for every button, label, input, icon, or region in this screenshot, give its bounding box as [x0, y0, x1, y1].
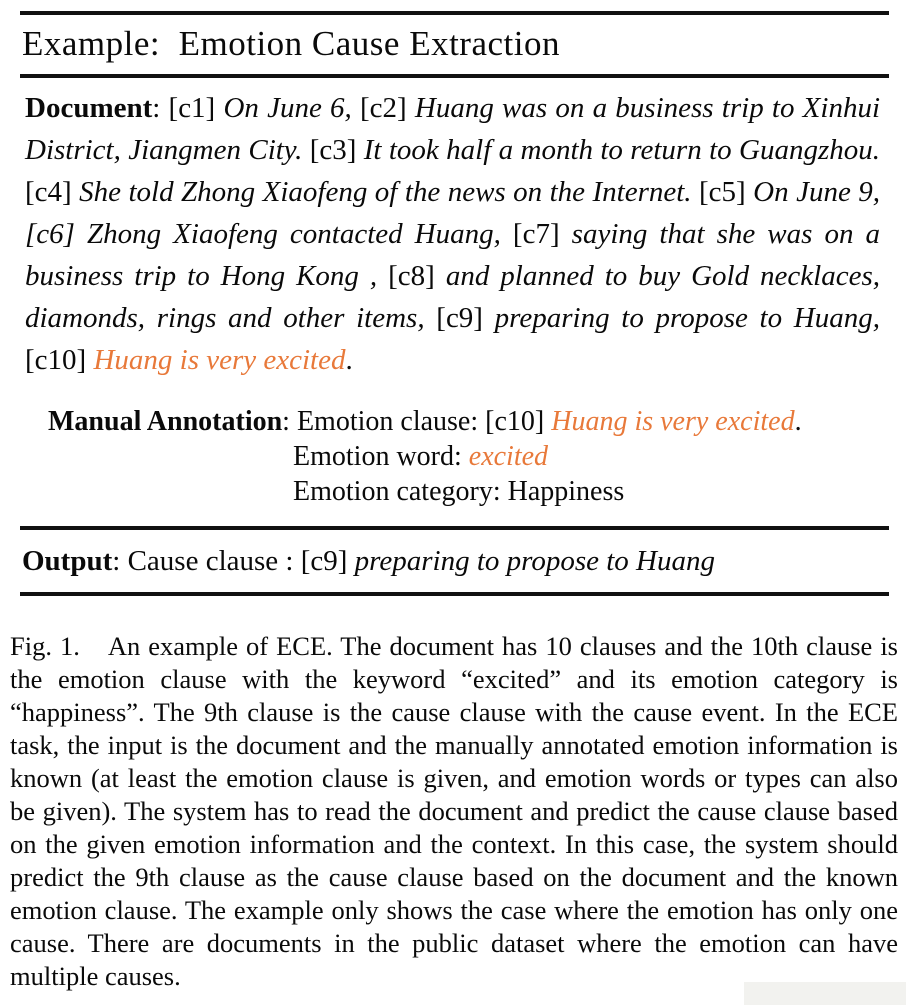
annotation-label: Manual Annotation — [48, 406, 283, 438]
annotation-emotion-clause-prefix: : Emotion clause: [c10] — [282, 406, 552, 438]
document-segment: It took half a month to return to Guangzhou. — [363, 134, 880, 167]
document-segment: . — [345, 344, 353, 377]
annotation-emotion-clause-highlight: Huang is very excited — [551, 406, 795, 438]
document-segment: [c10] — [25, 344, 94, 377]
annotation-emotion-word-highlight: excited — [468, 441, 549, 473]
annotation-emotion-word-prefix: Emotion word: — [293, 441, 469, 473]
document-segment: : — [152, 92, 169, 125]
annotation-line-emotion-word — [293, 439, 906, 474]
annotation-line-emotion-category: Emotion category: Happiness — [293, 476, 625, 508]
faint-watermark-rectangle — [744, 982, 906, 1005]
document-segment: [c5] — [699, 176, 754, 209]
document-paragraph — [25, 87, 880, 381]
manual-annotation-block — [48, 404, 906, 509]
output-prefix: : Cause clause : [c9] — [112, 545, 355, 578]
output-label: Output — [22, 545, 113, 578]
figure-caption-text: An example of ECE. The document has 10 clauses and the 10th clause is the emotion clause with the keyword “excited” and its emotion category is “happiness”. The 9th clause is the cause clause with the cause event. In the ECE task, the input is the document and the manually annotated emotion information is known (at least the emotion clause is given, and emotion words or types can also be given). The system has to read the document and predict the cause clause based on the given emotion information and the context. In this case, the system should predict the 9th clause as the cause clause based on the document and the known emotion clause. The example only shows the case where the emotion has only one cause. There are documents in the public dataset where the emotion can have multiple causes. — [10, 631, 898, 992]
figure-caption — [10, 630, 898, 993]
document-segment: [c2] — [360, 92, 415, 125]
document-segment: [c1] — [168, 92, 224, 125]
document-segment: and planned to buy Gold necklaces, diamonds, rings and other items, — [25, 260, 881, 335]
output-cause-clause: preparing to propose to Huang — [354, 545, 716, 578]
document-segment: Huang is very excited — [93, 344, 346, 377]
document-segment: She told Zhong Xiaofeng of the news on the Internet. — [79, 176, 700, 209]
document-segment: Zhong Xiaofeng contacted Huang, — [87, 218, 513, 251]
bottom-rule — [20, 592, 889, 596]
top-rule — [20, 11, 889, 15]
document-segment: [c8] — [388, 260, 446, 293]
document-segment: [c3] — [309, 134, 364, 167]
annotation-line-emotion-clause — [48, 404, 906, 439]
document-segment: [c6] — [25, 218, 87, 251]
document-segment: On June 9, — [753, 176, 881, 209]
document-segment: [c4] — [25, 176, 80, 209]
figure-caption-label: Fig. 1. — [10, 631, 80, 662]
title-bottom-rule — [20, 74, 889, 78]
document-segment: [c9] — [436, 302, 495, 335]
document-segment: preparing to propose to Huang, — [494, 302, 880, 335]
output-top-rule — [20, 526, 889, 530]
document-segment: On June 6, — [223, 92, 360, 125]
document-segment: [c7] — [512, 218, 572, 251]
document-segment: saying that she was on a business trip to Hong Kong , — [25, 218, 880, 293]
output-line — [22, 541, 906, 581]
document-segment: Huang was on a business trip to Xinhui District, Jiangmen City. — [25, 92, 881, 167]
document-segment: Document — [25, 92, 153, 125]
annotation-emotion-clause-suffix: . — [794, 406, 802, 438]
figure-panel-title: Example: Emotion Cause Extraction — [22, 24, 560, 63]
